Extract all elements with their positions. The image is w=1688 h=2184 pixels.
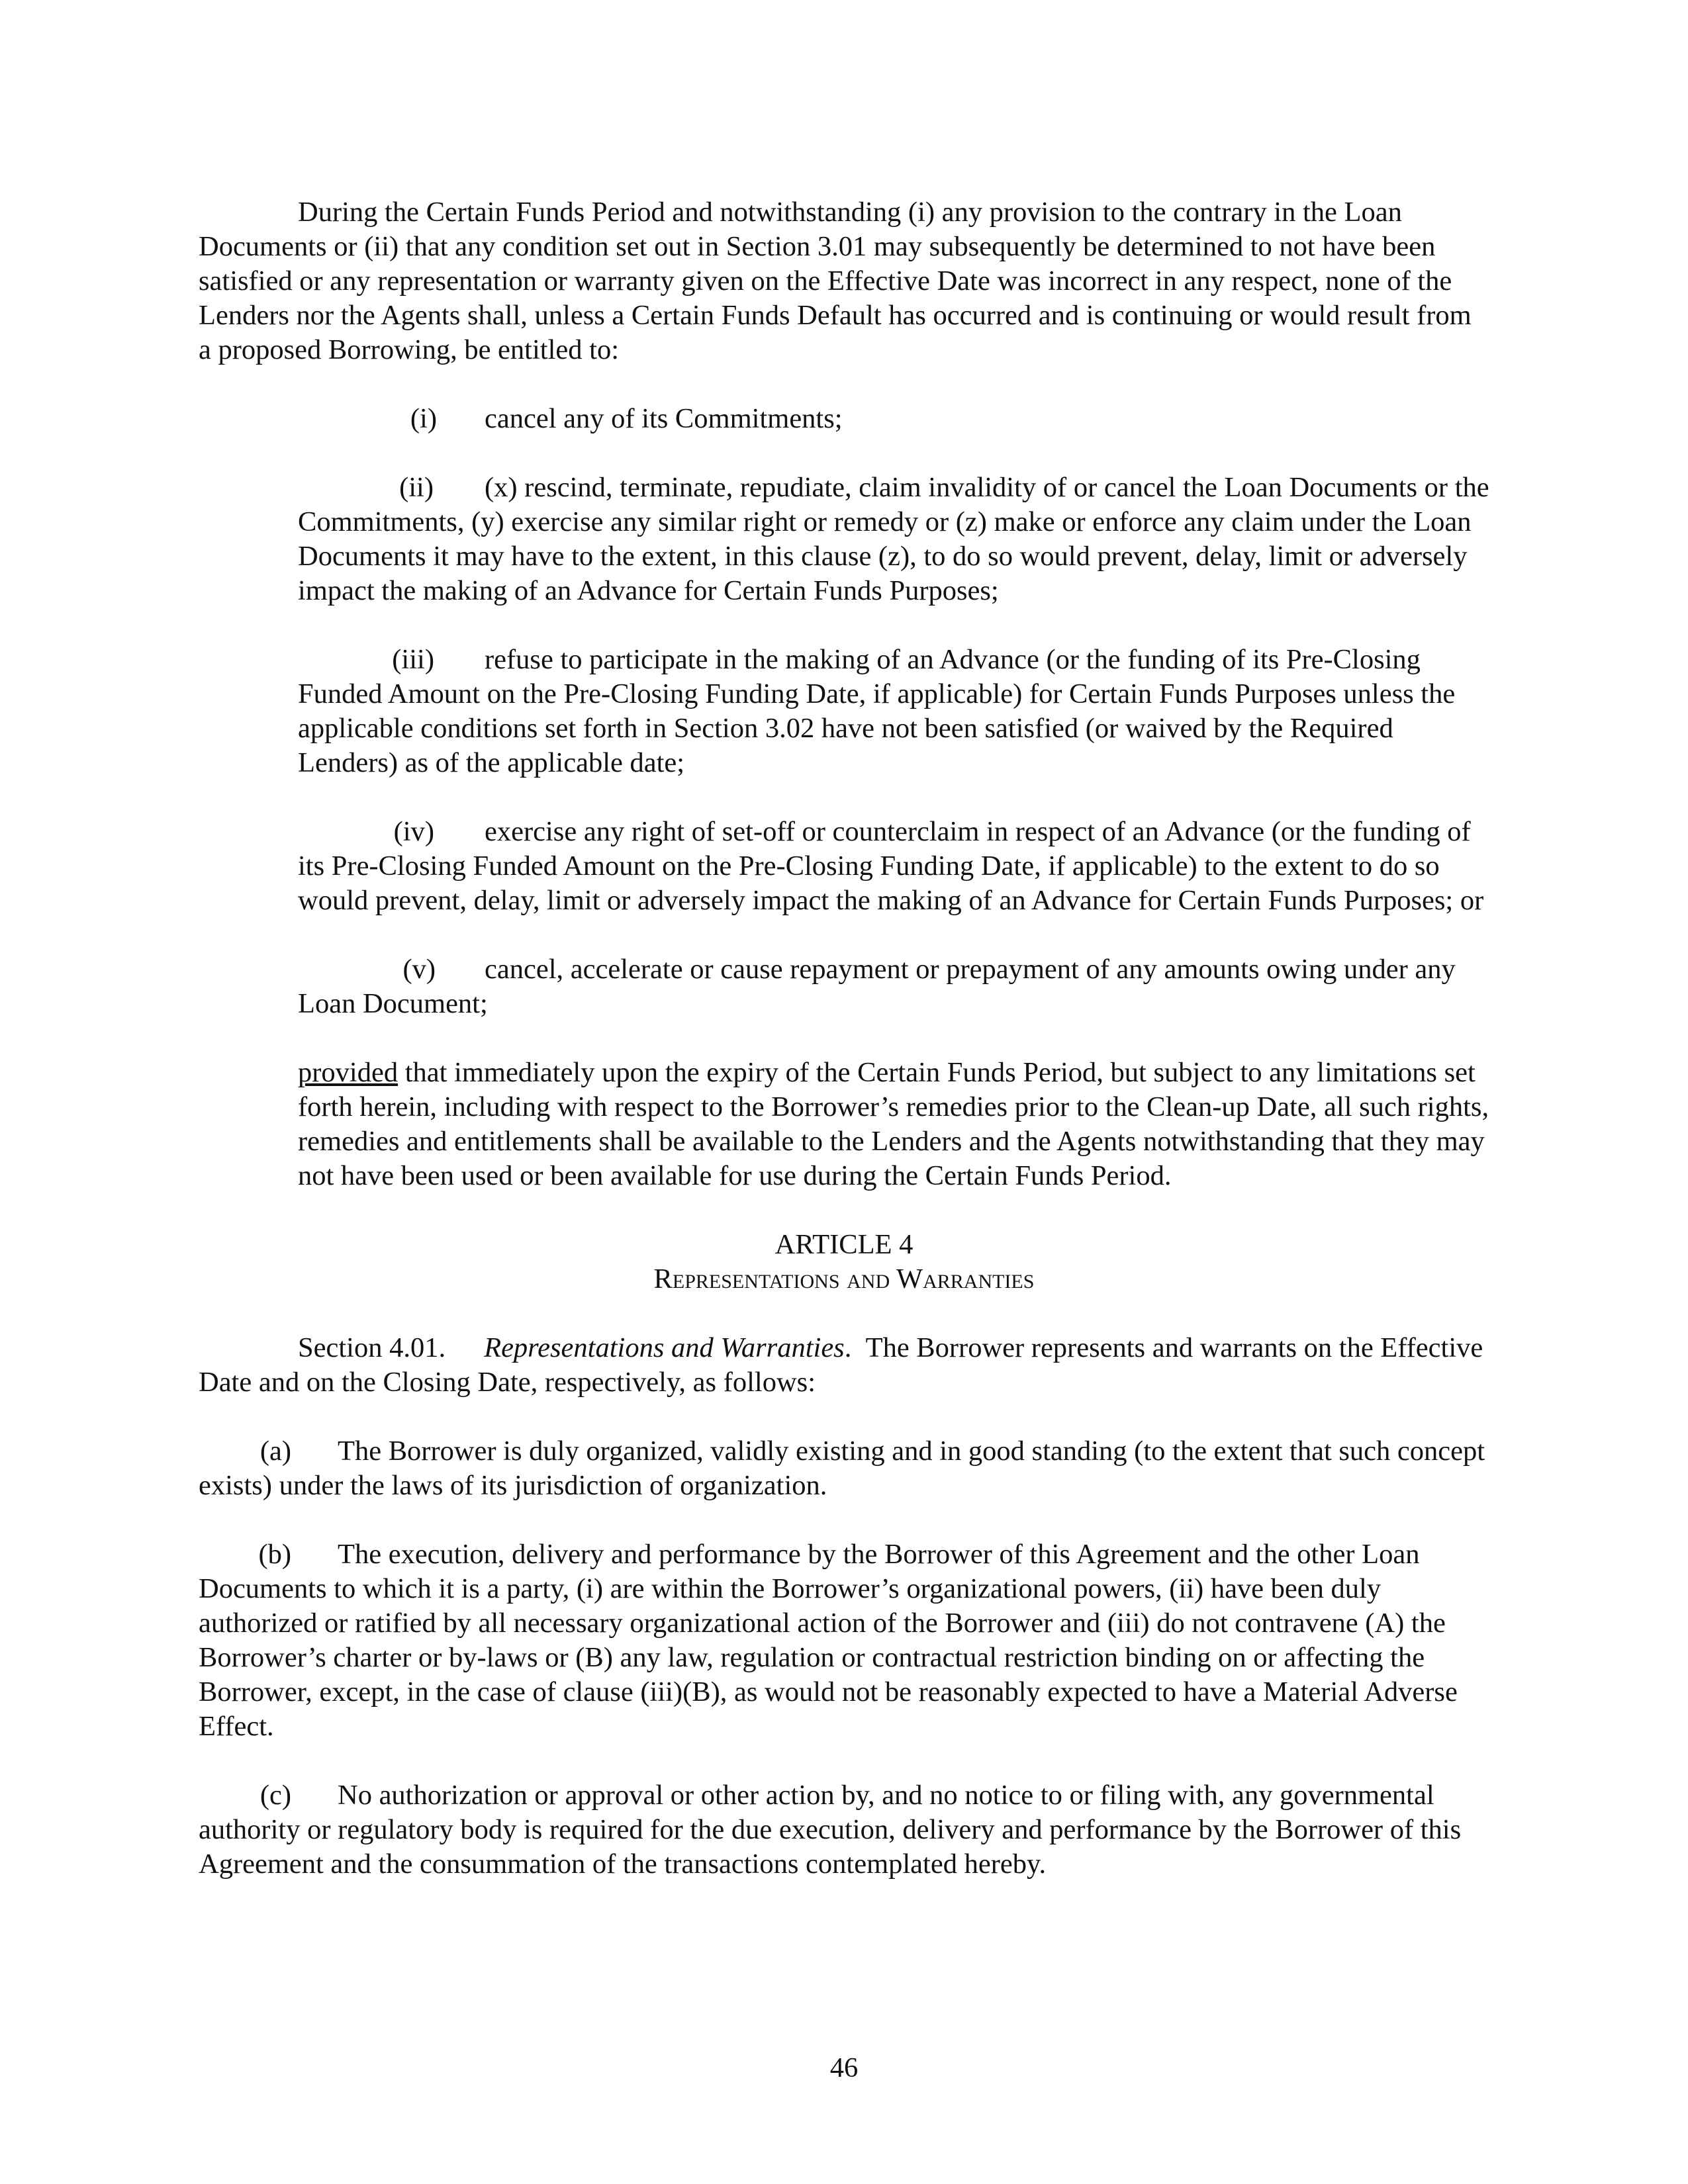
clause-c (199, 1778, 1489, 1882)
article-number: ARTICLE 4 (774, 1229, 914, 1260)
page-number: 46 (829, 2052, 859, 2083)
document-page (199, 195, 1489, 1916)
clause-text: The Borrower is duly organized, validly existing and in good standing (to the extent that such concept exists) under the laws of its jurisdiction of organization. (199, 1435, 1485, 1501)
item-text: cancel, accelerate or cause repayment or prepayment of any amounts owing under any Loan Document; (298, 954, 1456, 1019)
proviso-keyword: provided (298, 1057, 399, 1088)
section-text: The Borrower represents and warrants on the Effective Date and on the Closing Date, respectively, as follows: (199, 1332, 1483, 1398)
article-title: Representations and Warranties (653, 1263, 1035, 1295)
item-text: refuse to participate in the making of an Advance (or the funding of its Pre-Closing Funded Amount on the Pre-Closing Funding Date, if applicable) for Certain Funds Purposes unless the applicable conditions set forth in Section 3.02 have not been satisfied (or waived by the Required Lenders) as of the applicable date; (298, 644, 1456, 778)
item-text: (x) rescind, terminate, repudiate, claim invalidity of or cancel the Loan Documents or the Commitments, (y) exercise any similar right or remedy or (z) make or enforce any claim under the Loan Documents it may have to the extent, in this clause (z), to do so would prevent, delay, limit or adversely impact the making of an Advance for Certain Funds Purposes; (298, 472, 1489, 606)
item-number: (i) (410, 403, 437, 434)
proviso-paragraph (298, 1056, 1489, 1193)
list-item-iii (298, 643, 1489, 780)
clause-a (199, 1434, 1489, 1503)
item-number: (ii) (399, 472, 434, 503)
section-title: Representations and Warranties (484, 1332, 845, 1363)
clause-b (199, 1537, 1489, 1744)
list-item-ii (298, 471, 1489, 608)
list-item-i (298, 402, 1489, 436)
list-item-iv (298, 815, 1489, 918)
item-text: exercise any right of set-off or counterclaim in respect of an Advance (or the funding of its Pre-Closing Funded Amount on the Pre-Closing Funding Date, if applicable) to the extent to do so would prevent, delay, limit or adversely impact the making of an Advance for Certain Funds Purposes; or (298, 816, 1484, 916)
clause-number: (c) (259, 1780, 291, 1811)
list-item-v (298, 952, 1489, 1021)
item-number: (v) (402, 954, 436, 985)
clause-text: The execution, delivery and performance by the Borrower of this Agreement and the other Loan Documents to which it is a party, (i) are within the Borrower’s organizational powers, (ii) have been duly authorized or ratified by all necessary organizational action of the Borrower and (iii) do not contravene (A) the Borrower’s charter or by-laws or (B) any law, regulation or contractual restriction binding on or affecting the Borrower, except, in the case of clause (iii)(B), as would not be reasonably expected to have a Material Adverse Effect. (199, 1539, 1458, 1742)
item-number: (iv) (393, 816, 434, 847)
item-text: cancel any of its Commitments; (485, 403, 843, 434)
item-number: (iii) (392, 644, 434, 675)
clause-number: (a) (259, 1435, 291, 1467)
clause-number: (b) (258, 1539, 291, 1570)
proviso-text: that immediately upon the expiry of the Certain Funds Period, but subject to any limitations set forth herein, including with respect to the Borrower’s remedies prior to the Clean-up Date, all such rights, remedies and entitlements shall be available to the Lenders and the Agents notwithstanding that they may not have been used or been available for use during the Certain Funds Period. (298, 1057, 1489, 1191)
section-paragraph: Section 4.01. Representations and Warranties. The Borrower represents and warrants on the Effective Date and on the Closing Date, respectively, as follows: (199, 1332, 1483, 1398)
intro-paragraph: During the Certain Funds Period and notwithstanding (i) any provision to the contrary in the Loan Documents or (ii) that any condition set out in Section 3.01 may subsequently be determined to not have been satisfied or any representation or warranty given on the Effective Date was incorrect in any respect, none of the Lenders nor the Agents shall, unless a Certain Funds Default has occurred and is continuing or would result from a proposed Borrowing, be entitled to: (199, 197, 1472, 365)
clause-text: No authorization or approval or other action by, and no notice to or filing with, any governmental authority or regulatory body is required for the due execution, delivery and performance by the Borrower of this Agreement and the consummation of the transactions contemplated hereby. (199, 1780, 1462, 1880)
section-number: Section 4.01. (298, 1332, 446, 1363)
